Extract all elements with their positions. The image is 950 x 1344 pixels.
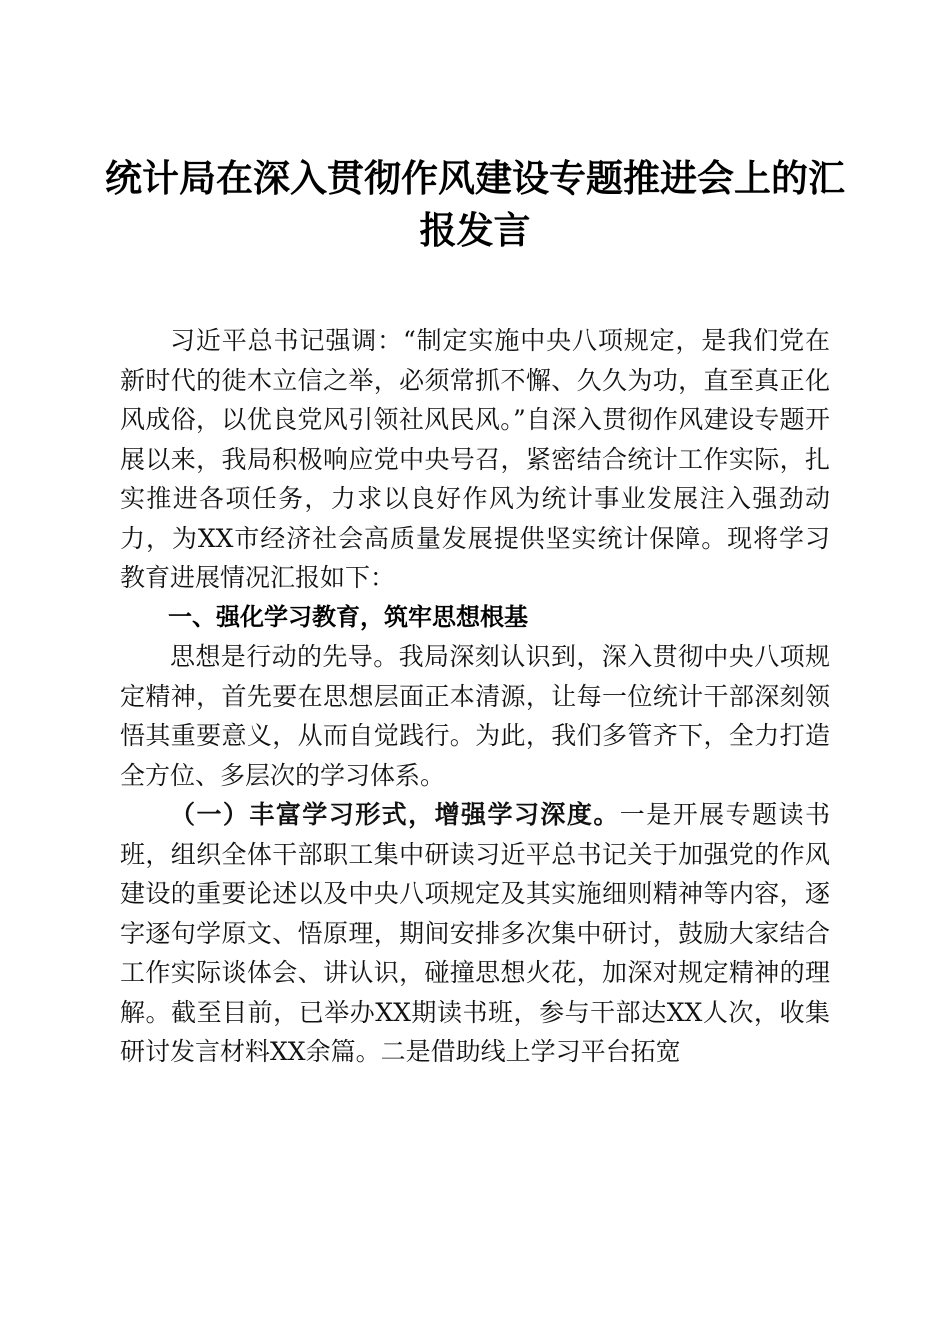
document-body <box>120 321 830 1072</box>
intro-paragraph: 习近平总书记强调：“制定实施中央八项规定，是我们党在新时代的徙木立信之举，必须常抓不懈、久久为功，直至真正化风成俗，以优良党风引领社风民风。”自深入贯彻作风建设专题开展以来，我局积极响应党中央号召，紧密结合统计工作实际，扎实推进各项任务，力求以良好作风为统计事业发展注入强劲动力，为XX市经济社会高质量发展提供坚实统计保障。现将学习教育进展情况汇报如下： <box>120 326 830 592</box>
document-title: 统计局在深入贯彻作风建设专题推进会上的汇报发言 <box>105 156 845 252</box>
subsection-heading: （一）丰富学习形式，增强学习深度。 <box>170 800 620 829</box>
section-heading: 一、强化学习教育，筑牢思想根基 <box>168 602 528 631</box>
subsection-text: 一是开展专题读书班，组织全体干部职工集中研读习近平总书记关于加强党的作风建设的重要论述以及中央八项规定及其实施细则精神等内容，逐字逐句学原文、悟原理，期间安排多次集中研讨，鼓励大家结合工作实际谈体会、讲认识，碰撞思想火花，加深对规定精神的理解。截至目前，已举办XX期读书班，参与干部达XX人次，收集研讨发言材料XX余篇。二是借助线上学习平台拓宽 <box>120 800 830 1066</box>
subsection-paragraph <box>120 795 830 1072</box>
section-paragraph: 思想是行动的先导。我局深刻认识到，深入贯彻中央八项规定精神，首先要在思想层面正本清源，让每一位统计干部深刻领悟其重要意义，从而自觉践行。为此，我们多管齐下，全力打造全方位、多层次的学习体系。 <box>120 642 830 790</box>
